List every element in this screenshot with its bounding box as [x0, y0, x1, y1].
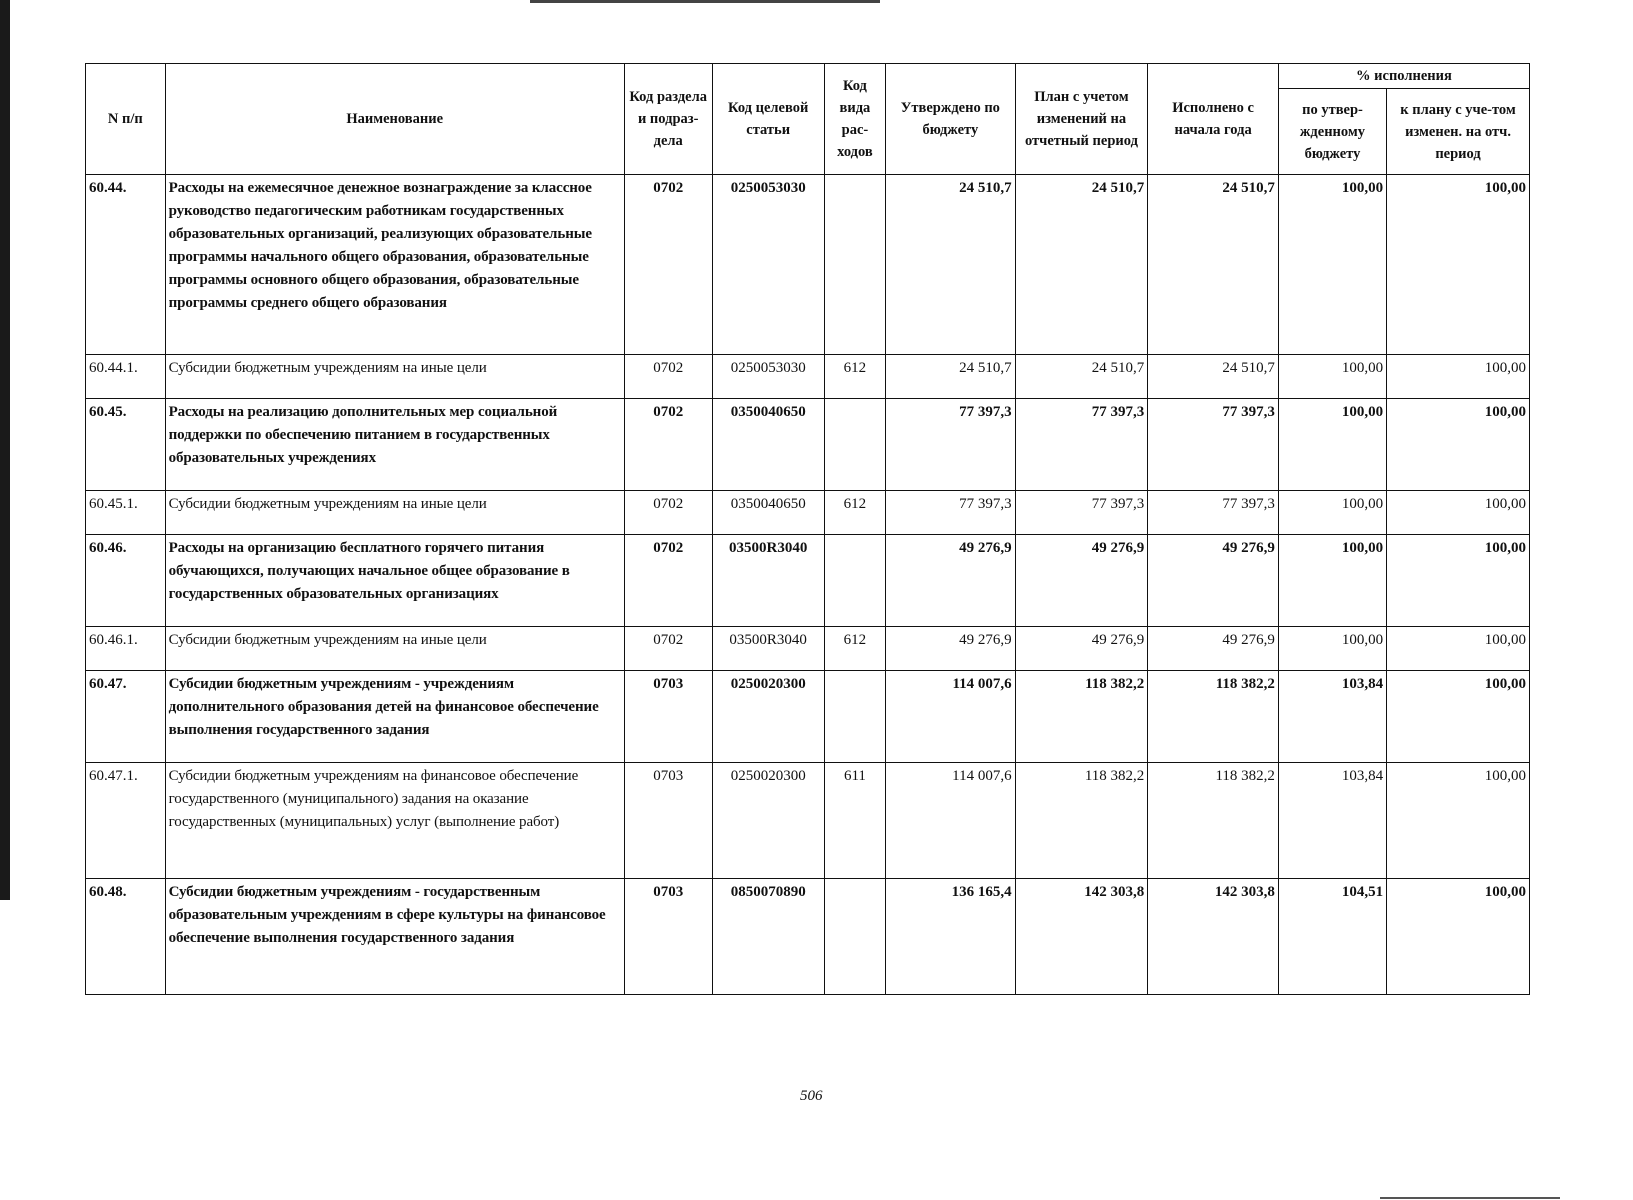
row-name: Субсидии бюджетным учреждениям на финансовое обеспечение государственного (муниципального) задания на оказание государственных (муниципальных) услуг (выполнение работ)	[165, 763, 624, 879]
row-approved: 24 510,7	[886, 175, 1016, 355]
row-section: 0702	[624, 627, 712, 671]
row-name: Субсидии бюджетным учреждениям - учреждениям дополнительного образования детей на финансовое обеспечение выполнения государственного задания	[165, 671, 624, 763]
budget-table	[85, 63, 1530, 995]
row-executed: 24 510,7	[1148, 175, 1279, 355]
top-marks	[530, 0, 880, 7]
table-row	[86, 879, 1530, 995]
table-row	[86, 175, 1530, 355]
row-plan: 118 382,2	[1015, 763, 1148, 879]
row-executed: 24 510,7	[1148, 355, 1279, 399]
row-pct-approved: 103,84	[1278, 671, 1386, 763]
row-target: 0250053030	[712, 355, 824, 399]
row-plan: 142 303,8	[1015, 879, 1148, 995]
row-pct-plan: 100,00	[1387, 399, 1530, 491]
header-executed: Исполнено с начала года	[1148, 64, 1279, 175]
row-num: 60.44.1.	[86, 355, 166, 399]
table-row	[86, 671, 1530, 763]
row-executed: 77 397,3	[1148, 491, 1279, 535]
header-approved: Утверждено по бюджету	[886, 64, 1016, 175]
row-approved: 136 165,4	[886, 879, 1016, 995]
header-percent-group: % исполнения	[1278, 64, 1529, 89]
row-approved: 114 007,6	[886, 671, 1016, 763]
row-target: 0350040650	[712, 399, 824, 491]
row-name: Субсидии бюджетным учреждениям на иные цели	[165, 627, 624, 671]
header-plan: План с учетом изменений на отчетный период	[1015, 64, 1148, 175]
row-pct-approved: 100,00	[1278, 175, 1386, 355]
header-expense-code: Код вида рас-ходов	[824, 64, 885, 175]
row-section: 0702	[624, 175, 712, 355]
row-num: 60.45.1.	[86, 491, 166, 535]
row-pct-approved: 100,00	[1278, 535, 1386, 627]
table-row	[86, 763, 1530, 879]
row-target: 0350040650	[712, 491, 824, 535]
row-pct-plan: 100,00	[1387, 671, 1530, 763]
row-expense: 612	[824, 627, 885, 671]
row-plan: 24 510,7	[1015, 355, 1148, 399]
header-section-code: Код раздела и подраз-дела	[624, 64, 712, 175]
row-pct-approved: 100,00	[1278, 627, 1386, 671]
row-name: Расходы на ежемесячное денежное вознаграждение за классное руководство педагогическим работникам государственных образовательных организаций, реализующих образовательные программы начального общего образования, образовательные программы основного общего образования, образовательные программы среднего общего образования	[165, 175, 624, 355]
row-target: 0250020300	[712, 763, 824, 879]
table-header	[86, 64, 1530, 175]
row-executed: 49 276,9	[1148, 535, 1279, 627]
row-plan: 49 276,9	[1015, 535, 1148, 627]
row-pct-plan: 100,00	[1387, 535, 1530, 627]
row-expense: 612	[824, 491, 885, 535]
row-section: 0703	[624, 763, 712, 879]
row-plan: 24 510,7	[1015, 175, 1148, 355]
row-target: 0850070890	[712, 879, 824, 995]
row-plan: 118 382,2	[1015, 671, 1148, 763]
row-num: 60.46.1.	[86, 627, 166, 671]
row-plan: 49 276,9	[1015, 627, 1148, 671]
row-expense	[824, 879, 885, 995]
row-plan: 77 397,3	[1015, 491, 1148, 535]
row-name: Расходы на организацию бесплатного горячего питания обучающихся, получающих начальное общее образование в государственных образовательных организациях	[165, 535, 624, 627]
bottom-line	[1380, 1197, 1560, 1199]
row-num: 60.48.	[86, 879, 166, 995]
row-section: 0703	[624, 671, 712, 763]
row-pct-plan: 100,00	[1387, 627, 1530, 671]
row-pct-plan: 100,00	[1387, 879, 1530, 995]
row-expense: 612	[824, 355, 885, 399]
row-num: 60.46.	[86, 535, 166, 627]
row-expense: 611	[824, 763, 885, 879]
row-approved: 49 276,9	[886, 535, 1016, 627]
row-pct-approved: 100,00	[1278, 399, 1386, 491]
row-executed: 142 303,8	[1148, 879, 1279, 995]
row-num: 60.47.	[86, 671, 166, 763]
table-row	[86, 491, 1530, 535]
table-row	[86, 627, 1530, 671]
row-name: Субсидии бюджетным учреждениям на иные цели	[165, 491, 624, 535]
row-name: Расходы на реализацию дополнительных мер социальной поддержки по обеспечению питанием в государственных образовательных учреждениях	[165, 399, 624, 491]
row-pct-plan: 100,00	[1387, 763, 1530, 879]
table-body	[86, 175, 1530, 995]
table-row	[86, 355, 1530, 399]
row-section: 0702	[624, 491, 712, 535]
row-approved: 24 510,7	[886, 355, 1016, 399]
row-pct-plan: 100,00	[1387, 355, 1530, 399]
row-pct-approved: 103,84	[1278, 763, 1386, 879]
row-pct-approved: 100,00	[1278, 491, 1386, 535]
table-row	[86, 399, 1530, 491]
row-executed: 49 276,9	[1148, 627, 1279, 671]
row-num: 60.47.1.	[86, 763, 166, 879]
row-target: 03500R3040	[712, 627, 824, 671]
row-section: 0702	[624, 355, 712, 399]
row-expense	[824, 175, 885, 355]
table-row	[86, 535, 1530, 627]
row-expense	[824, 671, 885, 763]
header-pct-approved: по утвер-жденному бюджету	[1278, 89, 1386, 175]
row-executed: 118 382,2	[1148, 671, 1279, 763]
header-target-code: Код целевой статьи	[712, 64, 824, 175]
row-section: 0702	[624, 399, 712, 491]
row-pct-approved: 104,51	[1278, 879, 1386, 995]
row-section: 0702	[624, 535, 712, 627]
row-name: Субсидии бюджетным учреждениям - государственным образовательным учреждениям в сфере культуры на финансовое обеспечение выполнения государственного задания	[165, 879, 624, 995]
row-target: 03500R3040	[712, 535, 824, 627]
scan-edge	[0, 0, 10, 900]
header-name: Наименование	[165, 64, 624, 175]
row-pct-plan: 100,00	[1387, 491, 1530, 535]
row-executed: 118 382,2	[1148, 763, 1279, 879]
row-target: 0250053030	[712, 175, 824, 355]
row-approved: 77 397,3	[886, 491, 1016, 535]
row-section: 0703	[624, 879, 712, 995]
row-approved: 49 276,9	[886, 627, 1016, 671]
header-num: N п/п	[86, 64, 166, 175]
page-number: 506	[800, 1088, 823, 1104]
row-executed: 77 397,3	[1148, 399, 1279, 491]
row-pct-plan: 100,00	[1387, 175, 1530, 355]
row-approved: 77 397,3	[886, 399, 1016, 491]
row-expense	[824, 535, 885, 627]
row-expense	[824, 399, 885, 491]
row-name: Субсидии бюджетным учреждениям на иные цели	[165, 355, 624, 399]
row-num: 60.45.	[86, 399, 166, 491]
row-target: 0250020300	[712, 671, 824, 763]
row-pct-approved: 100,00	[1278, 355, 1386, 399]
header-pct-plan: к плану с уче-том изменен. на отч. период	[1387, 89, 1530, 175]
row-plan: 77 397,3	[1015, 399, 1148, 491]
row-num: 60.44.	[86, 175, 166, 355]
row-approved: 114 007,6	[886, 763, 1016, 879]
